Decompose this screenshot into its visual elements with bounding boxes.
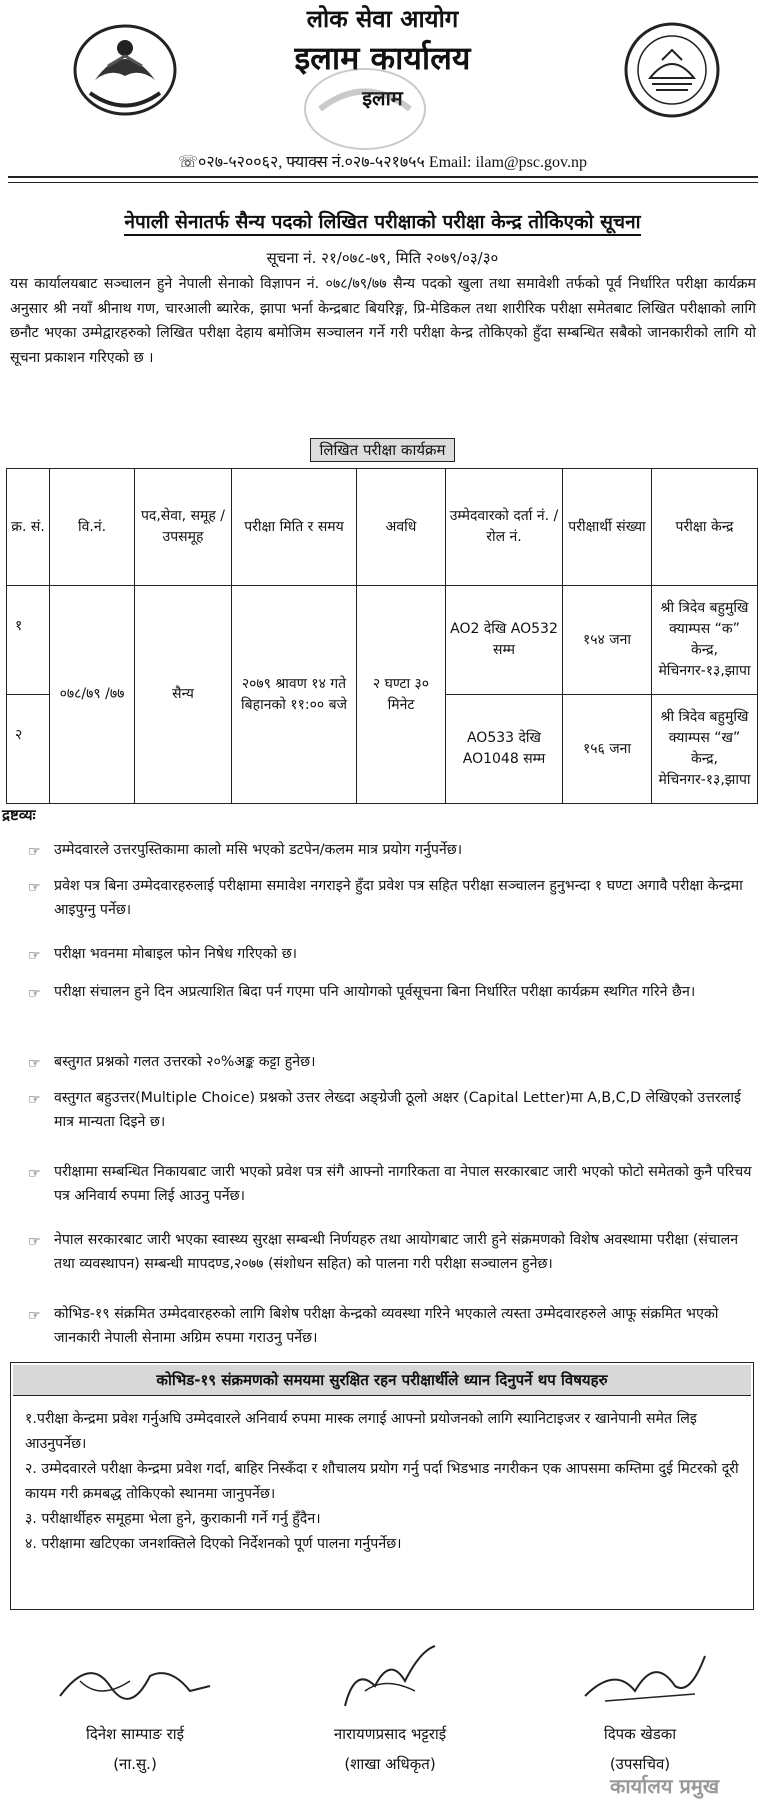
office-head-stamp: कार्यालय प्रमुख [610, 1774, 720, 1798]
cell-sn: २ [7, 695, 50, 804]
cell-centre: श्री त्रिदेव बहुमुखि क्याम्पस “ख” केन्द्र, मेचिनगर-१३,झापा [652, 695, 758, 804]
pointing-hand-icon: ☞ [28, 880, 41, 896]
cell-duration: २ घण्टा ३० मिनेट [357, 586, 446, 804]
notes-heading: द्रष्टव्यः [2, 806, 36, 824]
notice-intro: यस कार्यालयबाट सञ्चालन हुने नेपाली सेनाको विज्ञापन नं. ०७८/७९/७७ सैन्य पदको खुला तथा समावेशी तर्फको पूर्व निर्धारित परीक्षा कार्यक्रम अनुसार श्री नयाँ श्रीनाथ गण, चारआली ब्यारेक, झापा भर्ना केन्द्रबाट बियरिङ्ग, प्रि-मेडिकल तथा शारीरिक परीक्षा समेतबाट लिखित परीक्षाको लागि छनौट भएका उम्मेद्वारहरुको लिखित परीक्षा देहाय बमोजिम सञ्चालन गर्ने गरी परीक्षा केन्द्र तोकिएको हुँदा सम्बन्धित सबैको जानकारीको लागि यो सूचना प्रकाशन गरिएको छ । [10, 276, 756, 366]
cell-sn: १ [7, 586, 50, 695]
list-item: ☞ वस्तुगत बहुउत्तर(Multiple Choice) प्रश्नको उत्तर लेख्दा अङ्ग्रेजी ठूलो अक्षर (Capital Letter)मा A,B,C,D लेखिएको उत्तरलाई मात्र मान्यता दिइने छ। [28, 1090, 741, 1130]
pointing-hand-icon: ☞ [28, 1166, 41, 1182]
pointing-hand-icon: ☞ [28, 1308, 41, 1324]
pointing-hand-icon: ☞ [28, 1234, 41, 1250]
signatory-designation: (शाखा अधिकृत) [344, 1755, 436, 1773]
col-header-duration: अवधि [357, 469, 446, 586]
notice-title: नेपाली सेनातर्फ सैन्य पदको लिखित परीक्षाको परीक्षा केन्द्र तोकिएको सूचना [0, 208, 765, 234]
signature-icon [305, 1636, 475, 1716]
notice-number: सूचना नं. २१/०७८-७९, मिति २०७९/०३/३० [266, 249, 499, 267]
signature-block [275, 1636, 505, 1776]
list-item: २. उम्मेदवारले परीक्षा केन्द्रमा प्रवेश गर्दा, बाहिर निस्कँदा र शौचालय प्रयोग गर्नु पर्दा भिडभाड नगरीकन एक आपसमा कम्तिमा दुई मिटरको दूरी कायम गरी क्रमबद्ध तोकिएको स्थानमा जानुपर्नेछ। [25, 1461, 739, 1502]
exam-schedule-table [6, 468, 758, 804]
col-header-adv: वि.नं. [50, 469, 135, 586]
table-header-row [7, 469, 758, 586]
list-item: ३. परीक्षार्थीहरु समूहमा भेला हुने, कुराकानी गर्ने गर्नु हुँदैन। [25, 1511, 321, 1527]
letterhead [0, 0, 765, 170]
office-stamp-icon [300, 64, 430, 154]
list-item: ☞ परीक्षा भवनमा मोबाइल फोन निषेध गरिएको छ। [30, 942, 752, 966]
signatory-name: दिनेश साम्पाङ राई [85, 1725, 185, 1743]
col-header-centre: परीक्षा केन्द्र [652, 469, 758, 586]
header-divider [8, 176, 758, 178]
cell-roll: AO533 देखि AO1048 सम्म [446, 695, 563, 804]
office-name: इलाम कार्यालय [294, 39, 471, 77]
col-header-sn: क्र. सं. [7, 469, 50, 586]
cell-date-time: २०७९ श्रावण १४ गते बिहानको ११:०० बजे [232, 586, 357, 804]
signatory-designation: (ना.सु.) [113, 1755, 157, 1773]
list-item: ☞ परीक्षा संचालन हुने दिन अप्रत्याशित बिदा पर्न गएमा पनि आयोगको पूर्वसूचना बिना निर्धारित परीक्षा कार्यक्रम स्थगित गरिने छैन। [30, 980, 752, 1004]
table-row [7, 586, 758, 695]
col-header-date: परीक्षा मिति र समय [232, 469, 357, 586]
col-header-post: पद,सेवा, समूह / उपसमूह [135, 469, 232, 586]
list-item: ४. परीक्षामा खटिएका जनशक्तिले दिएको निर्देशनको पूर्ण पालना गर्नुपर्नेछ। [25, 1536, 402, 1552]
col-header-count: परीक्षार्थी संख्या [563, 469, 652, 586]
cell-count: १५४ जना [563, 586, 652, 695]
pointing-hand-icon: ☞ [28, 948, 41, 964]
list-item: ☞ बस्तुगत प्रश्नको गलत उत्तरको २०%अङ्क कट्टा हुनेछ। [30, 1050, 752, 1074]
list-item: ☞ उम्मेदवारले उत्तरपुस्तिकामा कालो मसि भएको डटपेन/कलम मात्र प्रयोग गर्नुपर्नेछ। [30, 838, 752, 862]
list-item: ☞ कोभिड-१९ संक्रमित उम्मेदवारहरुको लागि बिशेष परीक्षा केन्द्रको व्यवस्था गरिने भएकाले त्यस्ता उम्मेदवारहरुले आफू संक्रमित भएको जानकारी नेपाली सेनामा अग्रिम रुपमा गराउनु पर्नेछ। [28, 1306, 719, 1346]
list-item: ☞ प्रवेश पत्र बिना उम्मेदवारहरुलाई परीक्षामा समावेश नगराइने हुँदा प्रवेश पत्र सहित परीक्षा सञ्चालन हुनुभन्दा १ घण्टा अगावै परीक्षा केन्द्रमा आइपुग्नु पर्नेछ। [28, 878, 743, 918]
office-place: इलाम [362, 86, 403, 110]
covid-box-heading: कोभिड-१९ संक्रमणको समयमा सुरक्षित रहन परीक्षार्थीले ध्यान दिनुपर्ने थप विषयहरु [13, 1365, 751, 1396]
list-item: ☞ परीक्षामा सम्बन्धित निकायबाट जारी भएको प्रवेश पत्र संगै आफ्नो नागरिकता वा नेपाल सरकारबाट जारी भएको फोटो समेतको कुनै परिचय पत्र अनिवार्य रुपमा लिई आउनु पर्नेछ। [28, 1164, 752, 1204]
pointing-hand-icon: ☞ [28, 844, 41, 860]
schedule-label: लिखित परीक्षा कार्यक्रम [0, 440, 765, 460]
list-item: १.परीक्षा केन्द्रमा प्रवेश गर्नुअघि उम्मेदवारले अनिवार्य रुपमा मास्क लगाई आफ्नो प्रयोजनको लागि स्यानिटाइजर र खानेपानी समेत लिइ आउनुपर्नेछ। [25, 1411, 697, 1452]
signatory-name: नारायणप्रसाद भट्टराई [333, 1725, 447, 1743]
psc-seal-icon [622, 20, 722, 120]
cell-roll: AO2 देखि AO532 सम्म [446, 586, 563, 695]
signature-block [525, 1636, 755, 1776]
list-item: ☞ नेपाल सरकारबाट जारी भएका स्वास्थ्य सुरक्षा सम्बन्धी निर्णयहरु तथा आयोगबाट जारी हुने संक्रमणको विशेष अवस्थामा परीक्षा (संचालन तथा व्यवस्थापन) सम्बन्धी मापदण्ड,२०७७ (संशोधन सहित) को पालना गरी परीक्षा सञ्चालन हुनेछ। [28, 1232, 739, 1272]
cell-post: सैन्य [135, 586, 232, 804]
cell-centre: श्री त्रिदेव बहुमुखि क्याम्पस “क” केन्द्र, मेचिनगर-१३,झापा [652, 586, 758, 695]
pointing-hand-icon: ☞ [28, 1056, 41, 1072]
signature-block [20, 1636, 250, 1776]
pointing-hand-icon: ☞ [28, 1092, 41, 1108]
col-header-roll: उम्मेदवारको दर्ता नं. / रोल नं. [446, 469, 563, 586]
pointing-hand-icon: ☞ [28, 986, 41, 1002]
signatory-designation: (उपसचिव) [609, 1755, 671, 1773]
header-divider-thin [8, 182, 758, 183]
cell-count: १५६ जना [563, 695, 652, 804]
signature-icon [555, 1636, 725, 1716]
org-name: लोक सेवा आयोग [306, 5, 459, 33]
covid-box-list [25, 1407, 745, 1557]
contact-line: ☏०२७-५२००६२, फ्याक्स नं.०२७-५२१७५५ Email: ilam@psc.gov.np [178, 154, 587, 171]
covid-guidelines-box [10, 1362, 754, 1610]
cell-adv-no: ०७८/७९ /७७ [50, 586, 135, 804]
signature-icon [50, 1636, 220, 1716]
signatory-name: दिपक खेडका [603, 1725, 677, 1743]
